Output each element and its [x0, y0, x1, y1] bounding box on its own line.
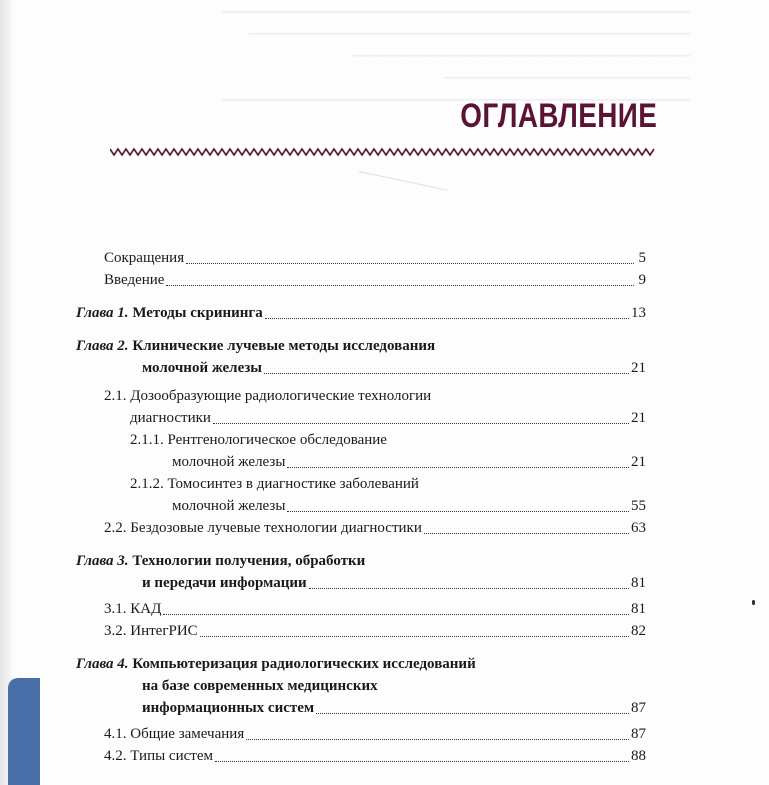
toc-entry-chapter-2[interactable] [76, 335, 646, 379]
toc-entry-title-line: Технологии получения, обработки [132, 553, 366, 569]
dot-leader [316, 713, 629, 714]
toc-page-number: 81 [631, 601, 646, 617]
toc-entry-3-2[interactable] [76, 620, 646, 642]
toc-entry-title-line: на базе современных медицинских [142, 678, 378, 694]
page-title: ОГЛАВЛЕНИЕ [460, 97, 657, 135]
toc-entry-title: 2.2. Бездозовые лучевые технологии диагностики [104, 520, 422, 536]
toc-entry-title-line: 2.1. Дозообразующие радиологические технологии [104, 388, 432, 404]
page-spine-shadow [0, 0, 12, 785]
toc-entry-title-line: Компьютеризация радиологических исследований [132, 656, 476, 672]
dot-leader [265, 318, 629, 319]
toc-entry-title: Сокращения [104, 250, 185, 266]
decorative-zigzag-rule [110, 147, 658, 157]
toc-entry-title-line: молочной железы [172, 454, 286, 470]
toc-page-number: 81 [631, 575, 646, 591]
toc-page-number: 21 [631, 454, 646, 470]
toc-entry-chapter-1[interactable] [76, 302, 646, 324]
dot-leader [287, 511, 629, 512]
toc-entry-title-line: 2.1.2. Томосинтез в диагностике заболеваний [130, 476, 419, 492]
dot-leader [215, 761, 629, 762]
dot-leader [246, 739, 629, 740]
chapter-label: Глава 4. [76, 656, 129, 672]
toc-entry-4-1[interactable] [76, 723, 646, 745]
toc-page-number: 55 [631, 498, 646, 514]
dot-leader [186, 263, 634, 264]
toc-entry-chapter-4[interactable] [76, 653, 646, 719]
paper-smudge [353, 171, 447, 220]
section-edge-tab [8, 678, 40, 785]
toc-entry-title-line: Клинические лучевые методы исследования [132, 338, 436, 354]
toc-entry-title: 3.1. КАД [104, 601, 162, 617]
toc-entry-2-1-1[interactable] [76, 429, 646, 473]
paper-speck [752, 600, 755, 605]
dot-leader [163, 614, 629, 615]
dot-leader [309, 588, 629, 589]
dot-leader [213, 423, 629, 424]
toc-entry-title: Методы скрининга [132, 305, 263, 321]
toc-page-number: 87 [631, 726, 646, 742]
dot-leader [264, 373, 629, 374]
toc-entry-title-line: молочной железы [142, 360, 262, 376]
toc-entry-title: Введение [104, 272, 165, 288]
toc-page-number: 82 [631, 623, 646, 639]
toc-page-number: 21 [631, 410, 646, 426]
chapter-label: Глава 2. [76, 338, 129, 354]
toc-entry-2-2[interactable] [76, 517, 646, 539]
toc-entry-title-line: информационных систем [142, 700, 315, 716]
toc-entry-2-1[interactable] [76, 385, 646, 429]
toc-entry-title-line: диагностики [130, 410, 211, 426]
toc-page-number: 88 [631, 748, 646, 764]
toc-entry-2-1-2[interactable] [76, 473, 646, 517]
toc-entry-title-line: молочной железы [172, 498, 286, 514]
toc-entry-chapter-3[interactable] [76, 550, 646, 594]
toc-entry-4-2[interactable] [76, 745, 646, 767]
toc-page-number: 13 [631, 305, 646, 321]
table-of-contents [76, 247, 646, 767]
toc-entry-3-1[interactable] [76, 598, 646, 620]
toc-entry-title-line: 2.1.1. Рентгенологическое обследование [130, 432, 387, 448]
dot-leader [166, 285, 634, 286]
toc-page-number: 87 [631, 700, 646, 716]
chapter-label: Глава 1. [76, 305, 129, 321]
toc-page-number: 21 [631, 360, 646, 376]
toc-entry-title: 4.2. Типы систем [104, 748, 213, 764]
toc-entry-title: 4.1. Общие замечания [104, 726, 245, 742]
toc-page-number: 63 [631, 520, 646, 536]
toc-entry-abbreviations[interactable] [76, 247, 646, 269]
toc-entry-introduction[interactable] [76, 269, 646, 291]
toc-page-number: 9 [638, 272, 646, 288]
toc-entry-title: 3.2. ИнтегРИС [104, 623, 198, 639]
dot-leader [200, 636, 629, 637]
bleed-through-text: ———————————————————————————————————— —————————————————————————————————— —————————————————————————— ——————————————————— ———————————————————————————————————— [222, 3, 690, 106]
chapter-label: Глава 3. [76, 553, 129, 569]
toc-entry-title-line: и передачи информации [142, 575, 307, 591]
dot-leader [287, 467, 629, 468]
toc-page-number: 5 [638, 250, 646, 266]
dot-leader [424, 533, 629, 534]
